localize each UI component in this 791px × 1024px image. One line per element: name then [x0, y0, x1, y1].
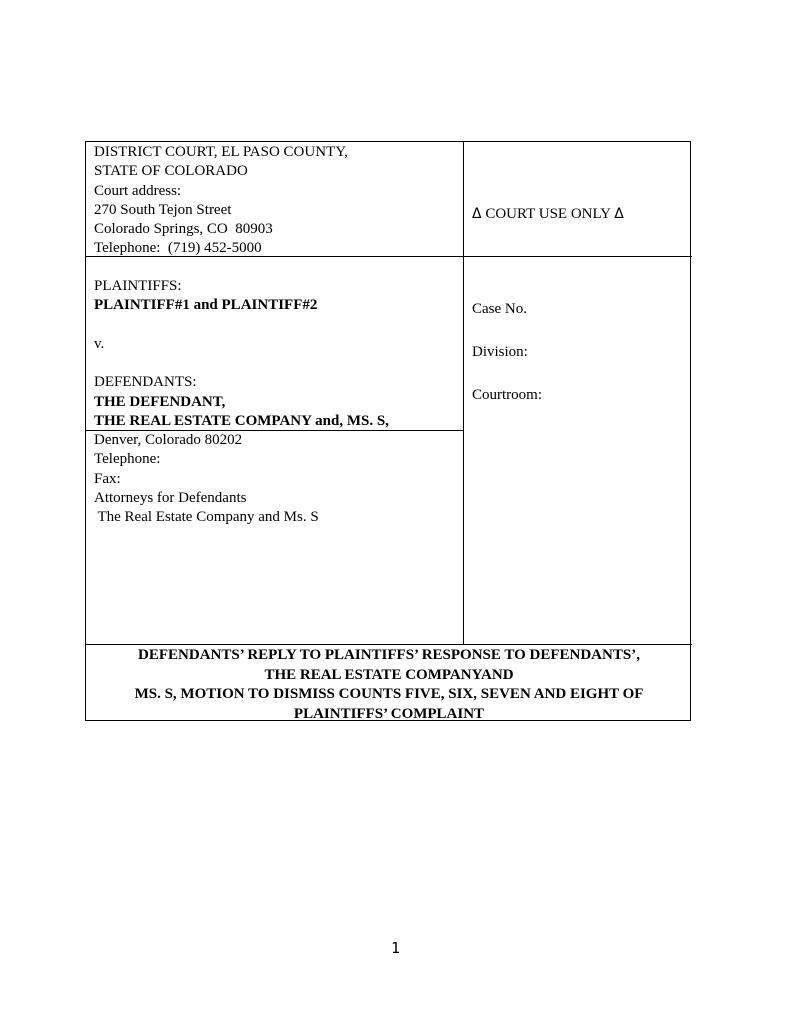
parties-info [94, 277, 389, 431]
attorney-city: Denver, Colorado 80202 [94, 432, 243, 448]
defendants-name-2: THE REAL ESTATE COMPANY and, MS. S, [94, 413, 389, 430]
document-title-line-1: DEFENDANTS’ REPLY TO PLAINTIFFS’ RESPONSE TO DEFENDANTS’, [138, 647, 640, 663]
court-info [94, 143, 348, 259]
court-street: 270 South Tejon Street [94, 201, 232, 218]
column-divider [463, 142, 464, 645]
court-state: STATE OF COLORADO [94, 163, 248, 180]
court-name: DISTRICT COURT, EL PASO COUNTY, [94, 144, 348, 160]
plaintiffs-heading: PLAINTIFFS: [94, 278, 182, 294]
court-use-only-label: COURT USE ONLY [485, 206, 611, 222]
courtroom-label: Courtroom: [472, 387, 542, 403]
case-number-label: Case No. [472, 301, 527, 317]
case-caption-table [85, 141, 691, 721]
court-city: Colorado Springs, CO 80903 [94, 221, 273, 238]
delta-icon-right: Δ [614, 206, 624, 222]
defendants-heading: DEFENDANTS: [94, 374, 197, 391]
delta-icon-left: Δ [472, 206, 482, 222]
attorney-fax: Fax: [94, 470, 121, 487]
page-number: 1 [390, 939, 401, 957]
document-title-line-2: THE REAL ESTATE COMPANYAND [264, 666, 514, 683]
title-row-divider [86, 644, 692, 645]
document-title-line-4: PLAINTIFFS’ COMPLAINT [293, 705, 485, 722]
attorney-role: Attorneys for Defendants [94, 489, 247, 506]
attorney-info [94, 431, 319, 527]
versus-text: v. [94, 335, 105, 352]
plaintiffs-names: PLAINTIFF#1 and PLAINTIFF#2 [94, 297, 318, 314]
document-title-line-3: MS. S, MOTION TO DISMISS COUNTS FIVE, SIX, SEVEN AND EIGHT OF [134, 686, 644, 702]
attorney-telephone: Telephone: [94, 451, 161, 468]
division-label: Division: [472, 344, 528, 360]
defendants-name-1: THE DEFENDANT, [94, 393, 226, 410]
court-use-only [472, 205, 624, 224]
court-address-label: Court address: [94, 182, 182, 199]
court-telephone: Telephone: (719) 452-5000 [94, 240, 262, 257]
document-title [86, 646, 692, 724]
attorney-clients: The Real Estate Company and Ms. S [94, 509, 319, 526]
